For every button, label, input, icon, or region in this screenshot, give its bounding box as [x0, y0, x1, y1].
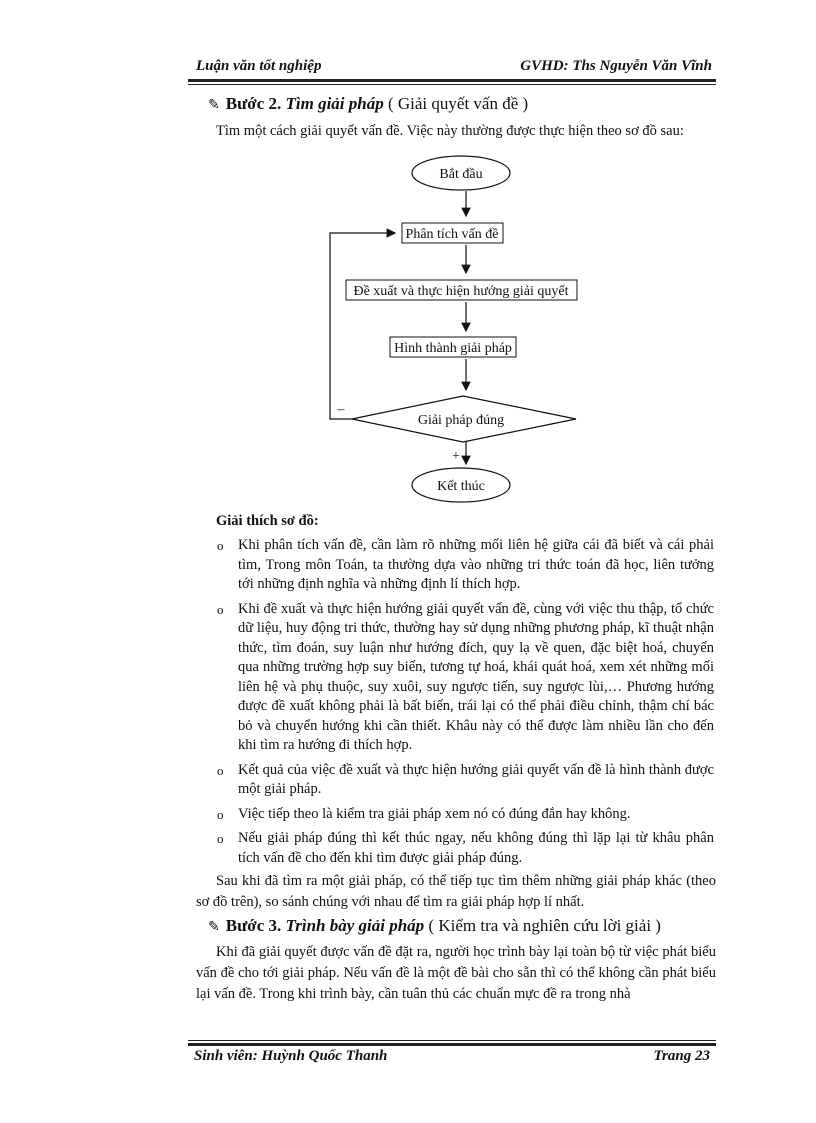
page-header: [188, 56, 716, 78]
explanation-heading: Giải thích sơ đồ:: [216, 513, 319, 529]
pen-icon: ✎: [208, 920, 220, 935]
header-thesis-title: Luận văn tốt nghiệp: [196, 58, 322, 74]
step-3-title: Trình bày giải pháp: [285, 916, 425, 935]
footer-rule-thin: [188, 1040, 716, 1041]
header-rule-thick: [188, 79, 716, 82]
step-2-label: Bước 2: [225, 94, 277, 113]
pen-icon: ✎: [208, 98, 220, 113]
header-supervisor: GVHD: Ths Nguyễn Văn Vĩnh: [520, 58, 712, 74]
form-solution-label: Hình thành giải pháp: [394, 341, 512, 356]
explanation-list: [216, 536, 714, 873]
loop-back-arrow: [330, 233, 395, 419]
step-3-label: Bước 3: [225, 916, 277, 935]
bullet-marker: o: [217, 538, 224, 553]
propose-label: Đề xuất và thực hiện hướng giải quyết: [353, 284, 569, 299]
footer-rule-thick: [188, 1043, 716, 1046]
bullet-marker: o: [217, 762, 224, 778]
yes-branch-label: +: [452, 449, 460, 464]
flowchart: [200, 148, 720, 508]
analyze-label: Phân tích vấn đề: [405, 227, 499, 242]
bullet-marker: o: [217, 806, 224, 822]
list-item: [216, 829, 714, 868]
bullet-marker: o: [217, 831, 224, 846]
list-item-text: Nếu giải pháp đúng thì kết thúc ngay, nếu không đúng thì lặp lại từ khâu phân tích vấn đề cho đến khi tìm được giải pháp đúng.: [238, 830, 714, 866]
list-item: [216, 805, 714, 825]
page-number: Trang 23: [653, 1048, 710, 1064]
no-branch-label: –: [337, 402, 345, 417]
after-bullets-paragraph: Sau khi đã tìm ra một giải pháp, có thể tiếp tục tìm thêm những giải pháp khác (theo sơ đồ trên), so sánh chúng với nhau để tìm ra giải pháp hợp lí nhất.: [196, 873, 716, 910]
page-footer: [188, 1048, 716, 1070]
step-3-paragraph: Khi đã giải quyết được vấn đề đặt ra, người học trình bày lại toàn bộ từ việc phát biểu vấn đề cho tới giải pháp. Nếu vấn đề là một đề bài cho sẵn thì có thể không cần phát biểu lại vấn đề. Trong khi trình bày, cần tuân thủ các chuẩn mực đề ra trong nhà: [196, 944, 716, 1002]
start-label: Bắt đầu: [439, 167, 483, 182]
bullet-marker: o: [217, 601, 224, 617]
list-item-text: Khi phân tích vấn đề, cần làm rõ những mối liên hệ giữa cái đã biết và cái phải tìm, Trong môn Toán, ta thường dựa vào những tri thức toán đã học, liên tưởng tới những định nghĩa và những định lí thích hợp.: [238, 537, 714, 592]
list-item: [216, 761, 714, 800]
footer-student: Sinh viên: Huỳnh Quốc Thanh: [194, 1048, 388, 1064]
intro-paragraph: Tìm một cách giải quyết vấn đề. Việc này thường được thực hiện theo sơ đồ sau:: [216, 123, 684, 139]
list-item: [216, 536, 714, 595]
decision-label: Giải pháp đúng: [417, 413, 505, 428]
list-item: [216, 600, 714, 756]
step-3-subtitle: ( Kiểm tra và nghiên cứu lời giải ): [428, 916, 661, 935]
header-rule-thin: [188, 84, 716, 85]
end-label: Kết thúc: [437, 479, 485, 494]
step-3-heading: ✎ Bước 3. Trình bày giải pháp ( Kiểm tra và nghiên cứu lời giải ): [208, 916, 661, 935]
step-2-title: Tìm giải pháp: [285, 94, 384, 113]
list-item-text: Kết quả của việc đề xuất và thực hiện hướng giải quyết vấn đề là hình thành được một giải pháp.: [238, 761, 714, 797]
list-item-text: Khi đề xuất và thực hiện hướng giải quyết vấn đề, cùng với việc thu thập, tổ chức dữ liệu, huy động tri thức, thường hay sử dụng những phương pháp, kĩ thuật nhận thức, tìm đoán, suy luận như hướng đích, quy lạ về quen, đặc biệt hoá, chuyển qua những trường hợp suy biến, tương tự hoá, khái quát hoá, xem xét những mối liên hệ và phụ thuộc, suy xuôi, suy ngược tiến, suy ngược lùi,… Phương hướng được đề xuất không phải là bất biến, trái lại có thể phải điều chỉnh, thậm chí bác bỏ và chuyển hướng khi cần thiết. Khâu này có thể được làm nhiều lần cho đến khi tìm ra hướng đi thích hợp.: [238, 600, 714, 753]
list-item-text: Việc tiếp theo là kiểm tra giải pháp xem nó có đúng đắn hay không.: [238, 805, 631, 822]
step-2-heading: ✎ Bước 2. Tìm giải pháp ( Giải quyết vấn đề ): [208, 94, 529, 113]
step-2-subtitle: ( Giải quyết vấn đề ): [387, 94, 529, 113]
